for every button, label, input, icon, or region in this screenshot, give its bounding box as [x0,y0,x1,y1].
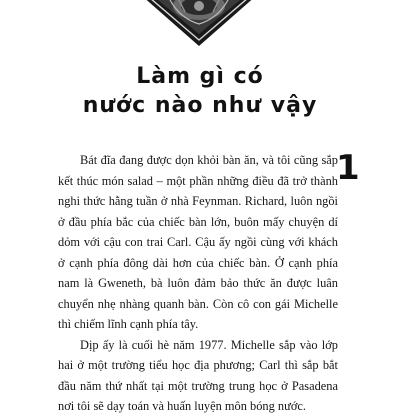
body-text [58,150,338,417]
chapter-title-line-1: Làm gì có [136,64,264,89]
paragraph-1: Bát đĩa đang được dọn khỏi bàn ăn, và tôi cũng sắp kết thúc món salad – một phần những điều đã trở thành nghi thức hằng tuần ở nhà Feynman. Richard, luôn ngồi ở đầu phía bắc của chiếc bàn lớn, buôn mấy chuyện dí dỏm với cậu con trai Carl. Cậu ấy ngồi cùng với khách ở cạnh phía đông dài hơn của chiếc bàn. Ở cạnh phía nam là Gweneth, bà luôn đảm bảo thức ăn được luân chuyển nhẹ nhàng quanh bàn. Còn cô con gái Michelle thì chiếm lĩnh cạnh phía tây. [58,153,338,331]
chapter-title-line-2: nước nào như vậy [82,93,318,118]
decorative-emblem-icon [129,0,269,48]
chapter-number: 1 [336,148,360,188]
paragraph-2: Dịp ấy là cuối hè năm 1977. Michelle sắp vào lớp hai ở một trường tiểu học địa phương; Carl thì sắp bắt đầu năm thứ nhất tại một trường trung học ở Pasadena nơi tôi sẽ dạy toán và huấn luyện môn bóng nước. [58,337,338,413]
